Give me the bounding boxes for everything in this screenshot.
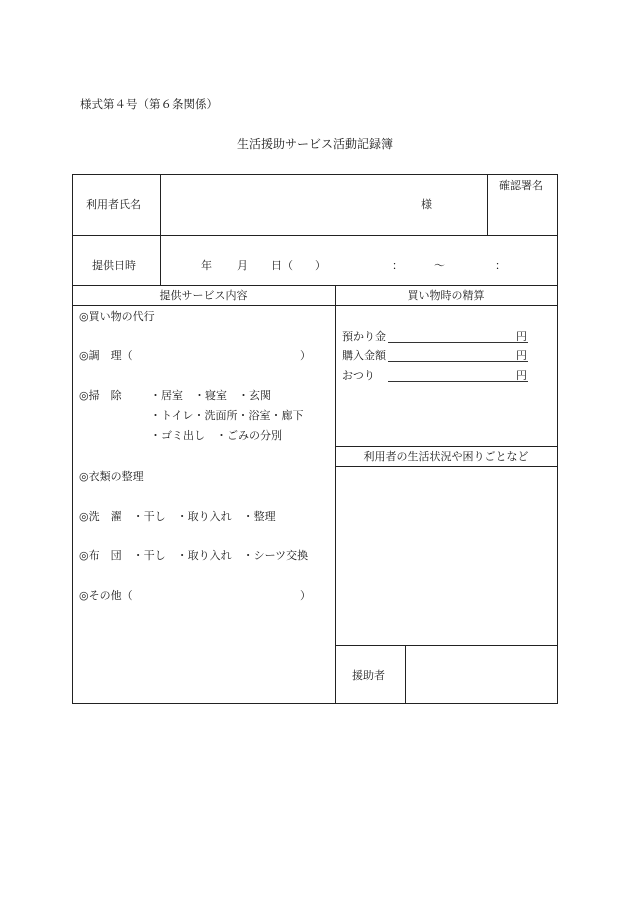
purchase-yen: 円 bbox=[516, 349, 527, 362]
purchase-label: 購入金額 bbox=[342, 349, 386, 362]
table-divider bbox=[335, 466, 558, 467]
helper-label: 援助者 bbox=[352, 669, 385, 682]
table-border-top bbox=[72, 174, 558, 175]
deposit-yen: 円 bbox=[516, 330, 527, 343]
confirm-signature-label: 確認署名 bbox=[499, 179, 543, 192]
services-heading: 提供サービス内容 bbox=[159, 289, 248, 302]
user-name-label: 利用者氏名 bbox=[86, 198, 141, 211]
service-date-label: 提供日時 bbox=[92, 259, 136, 272]
table-divider bbox=[72, 285, 558, 286]
page-title: 生活援助サービス活動記録簿 bbox=[236, 137, 393, 151]
table-border-bottom bbox=[72, 703, 558, 704]
service-futon: ◎布 団 ・干し ・取り入れ ・シーツ交換 bbox=[79, 549, 309, 562]
service-cleaning: ◎掃 除 bbox=[79, 389, 122, 402]
month-label: 月 bbox=[237, 259, 248, 272]
service-other: ◎その他（ bbox=[79, 589, 133, 602]
honorific-label: 様 bbox=[421, 198, 432, 211]
service-clothes: ◎衣類の整理 bbox=[79, 470, 144, 483]
table-border-left bbox=[72, 174, 73, 703]
time-range-tilde: 〜 bbox=[434, 259, 445, 272]
form-number: 様式第４号（第６条関係） bbox=[80, 97, 218, 111]
table-border-right bbox=[557, 174, 558, 703]
start-time-colon: ： bbox=[392, 259, 403, 272]
day-label: 日（ ） bbox=[271, 259, 326, 272]
cleaning-options-3: ・ゴミ出し ・ごみの分別 bbox=[150, 429, 282, 442]
table-divider bbox=[72, 235, 558, 236]
cleaning-options-1: ・居室 ・寝室 ・玄関 bbox=[150, 389, 271, 402]
deposit-label: 預かり金 bbox=[342, 330, 386, 343]
service-shopping: ◎買い物の代行 bbox=[79, 310, 155, 323]
table-divider bbox=[335, 446, 558, 447]
service-cooking-close: ） bbox=[300, 349, 311, 362]
change-amount-line bbox=[388, 381, 528, 382]
service-other-close: ） bbox=[300, 589, 311, 602]
end-time-colon: ： bbox=[495, 259, 506, 272]
status-heading: 利用者の生活状況や困りごとなど bbox=[363, 450, 529, 463]
settlement-heading: 買い物時の精算 bbox=[407, 289, 485, 302]
table-divider bbox=[335, 645, 558, 646]
service-cooking: ◎調 理（ bbox=[79, 349, 133, 362]
year-label: 年 bbox=[201, 259, 212, 272]
change-yen: 円 bbox=[516, 369, 527, 382]
change-label: おつり bbox=[342, 369, 375, 382]
service-laundry: ◎洗 濯 ・干し ・取り入れ ・整理 bbox=[79, 510, 276, 523]
table-divider bbox=[487, 174, 488, 235]
deposit-amount-line bbox=[388, 342, 528, 343]
table-divider bbox=[335, 285, 336, 703]
table-divider bbox=[160, 174, 161, 285]
cleaning-options-2: ・トイレ・洗面所・浴室・廊下 bbox=[150, 409, 304, 422]
table-divider bbox=[72, 305, 558, 306]
table-divider bbox=[405, 645, 406, 703]
purchase-amount-line bbox=[388, 361, 528, 362]
